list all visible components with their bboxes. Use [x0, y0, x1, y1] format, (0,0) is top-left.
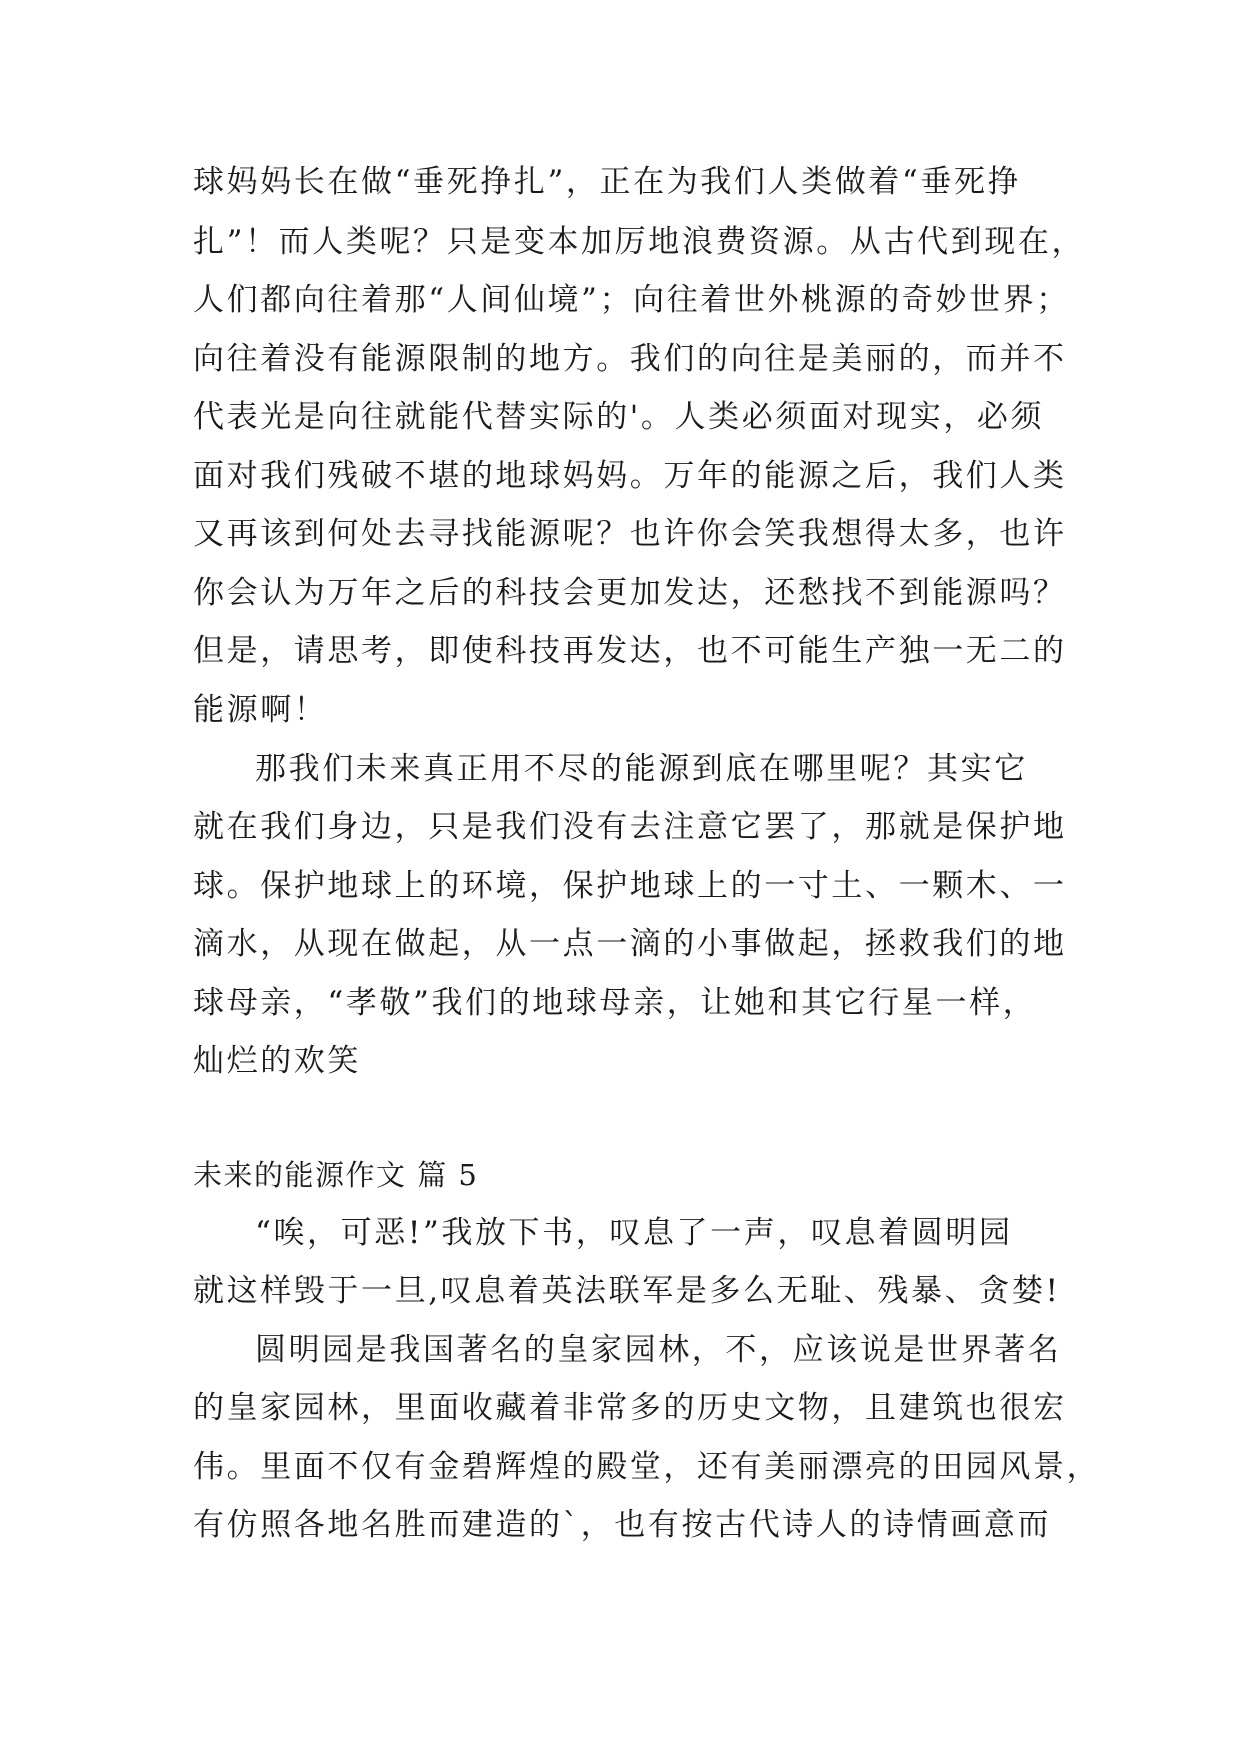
- paragraph-line: 圆明园是我国著名的皇家园林，不，应该说是世界著名: [255, 1332, 1062, 1368]
- paragraph-line: 滴水，从现在做起，从一点一滴的小事做起，拯救我们的地: [193, 926, 1067, 962]
- paragraph-line: 向往着没有能源限制的地方。我们的向往是美丽的，而并不: [193, 341, 1067, 377]
- paragraph-line: 代表光是向往就能代替实际的'。人类必须面对现实，必须: [193, 399, 1045, 435]
- paragraph-line: 球妈妈长在做“垂死挣扎”，正在为我们人类做着“垂死挣: [193, 164, 1022, 200]
- paragraph-line: 就这样毁于一旦,叹息着英法联军是多么无耻、残暴、贪婪!: [193, 1273, 1061, 1309]
- paragraph-line: 的皇家园林，里面收藏着非常多的历史文物，且建筑也很宏: [193, 1390, 1067, 1426]
- paragraph-line: 球母亲，“孝敬”我们的地球母亲，让她和其它行星一样，: [193, 985, 1037, 1021]
- paragraph-line: 球。保护地球上的环境，保护地球上的一寸土、一颗木、一: [193, 868, 1067, 904]
- paragraph-line: 扎”！而人类呢？只是变本加厉地浪费资源。从古代到现在，: [193, 224, 1086, 260]
- paragraph-line: 面对我们残破不堪的地球妈妈。万年的能源之后，我们人类: [193, 458, 1067, 494]
- paragraph-line: 伟。里面不仅有金碧辉煌的殿堂，还有美丽漂亮的田园风景，: [193, 1449, 1101, 1485]
- paragraph-line: 人们都向往着那“人间仙境”；向往着世外桃源的奇妙世界；: [193, 282, 1070, 318]
- paragraph-line: 灿烂的欢笑: [193, 1043, 361, 1079]
- paragraph-line: 又再该到何处去寻找能源呢？也许你会笑我想得太多，也许: [193, 516, 1067, 552]
- section-title: 未来的能源作文 篇 5: [193, 1158, 479, 1192]
- paragraph-line: 那我们未来真正用不尽的能源到底在哪里呢？其实它: [255, 751, 1028, 787]
- paragraph-line: 有仿照各地名胜而建造的`，也有按古代诗人的诗情画意而: [193, 1507, 1052, 1543]
- paragraph-line: 能源啊！: [193, 692, 328, 728]
- paragraph-line: 但是，请思考，即使科技再发达，也不可能生产独一无二的: [193, 633, 1067, 669]
- paragraph-line: 就在我们身边，只是我们没有去注意它罢了，那就是保护地: [193, 809, 1067, 845]
- paragraph-line: 你会认为万年之后的科技会更加发达，还愁找不到能源吗？: [193, 575, 1067, 611]
- paragraph-line: “唉，可恶!”我放下书，叹息了一声，叹息着圆明园: [255, 1215, 1013, 1251]
